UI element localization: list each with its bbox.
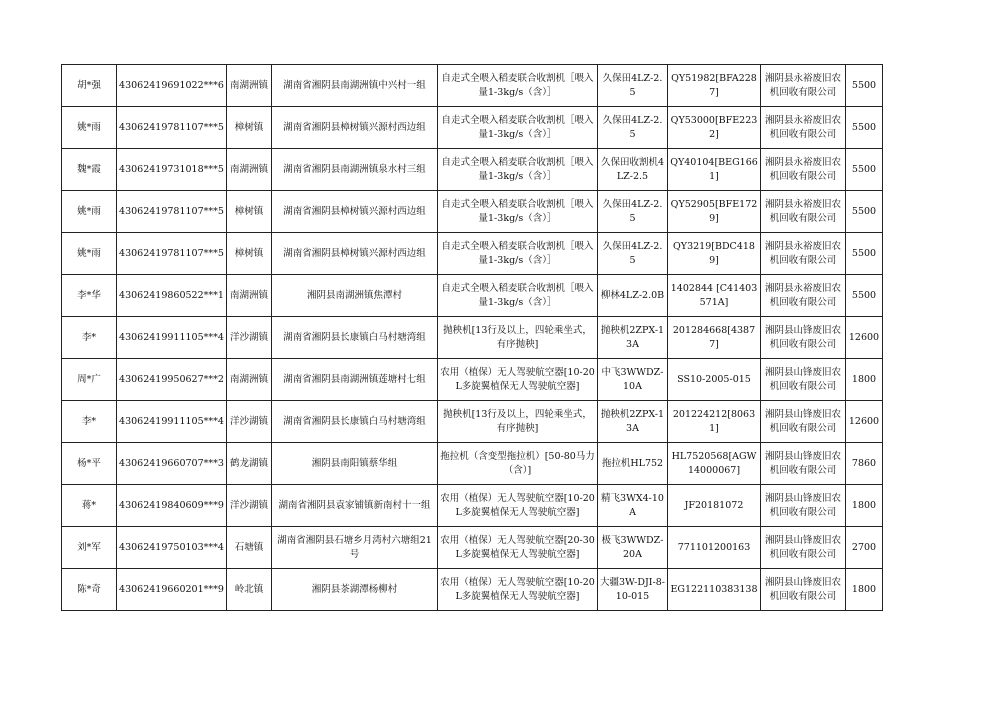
town-cell: 石塘镇 <box>227 527 272 569</box>
recycler-company-cell: 湘阴县山锋废旧农机回收有限公司 <box>761 527 846 569</box>
machine-type-cell: 抛秧机[13行及以上，四轮乘坐式，有序抛秧] <box>438 317 598 359</box>
model-cell: 久保田4LZ-2.5 <box>598 191 668 233</box>
recycler-company-cell: 湘阴县山锋废旧农机回收有限公司 <box>761 317 846 359</box>
town-cell: 南湖洲镇 <box>227 359 272 401</box>
id-number-cell: 43062419660707***3 <box>117 443 227 485</box>
name-cell: 李*华 <box>62 275 117 317</box>
model-cell: 拖拉机HL752 <box>598 443 668 485</box>
id-number-cell: 43062419781107***5 <box>117 191 227 233</box>
recycler-company-cell: 湘阴县永裕废旧农机回收有限公司 <box>761 191 846 233</box>
id-number-cell: 43062419750103***4 <box>117 527 227 569</box>
address-cell: 湖南省湘阴县樟树镇兴源村西边组 <box>272 191 438 233</box>
name-cell: 杨*平 <box>62 443 117 485</box>
recycler-company-cell: 湘阴县山锋废旧农机回收有限公司 <box>761 485 846 527</box>
serial-number-cell: HL7520568[AGW14000067] <box>668 443 761 485</box>
table-row <box>62 401 883 443</box>
name-cell: 周*广 <box>62 359 117 401</box>
recycler-company-cell: 湘阴县永裕废旧农机回收有限公司 <box>761 275 846 317</box>
machine-type-cell: 自走式全喂入稻麦联合收割机［喂入量1-3kg/s（含）］ <box>438 65 598 107</box>
table-body <box>62 65 883 611</box>
name-cell: 姚*雨 <box>62 191 117 233</box>
name-cell: 姚*雨 <box>62 107 117 149</box>
serial-number-cell: 201224212[80631] <box>668 401 761 443</box>
recycler-company-cell: 湘阴县永裕废旧农机回收有限公司 <box>761 233 846 275</box>
town-cell: 樟树镇 <box>227 233 272 275</box>
model-cell: 精飞3WX4-10A <box>598 485 668 527</box>
table-row <box>62 569 883 611</box>
machine-type-cell: 自走式全喂入稻麦联合收割机［喂入量1-3kg/s（含）］ <box>438 107 598 149</box>
table-row <box>62 149 883 191</box>
model-cell: 久保田4LZ-2.5 <box>598 107 668 149</box>
id-number-cell: 43062419911105***4 <box>117 317 227 359</box>
id-number-cell: 43062419860522***1 <box>117 275 227 317</box>
machine-type-cell: 农用（植保）无人驾驶航空器[10-20L多旋翼植保无人驾驶航空器] <box>438 359 598 401</box>
subsidy-amount-cell: 5500 <box>846 275 883 317</box>
machine-type-cell: 农用（植保）无人驾驶航空器[10-20L多旋翼植保无人驾驶航空器] <box>438 569 598 611</box>
subsidy-amount-cell: 5500 <box>846 233 883 275</box>
serial-number-cell: QY53000[BFE2232] <box>668 107 761 149</box>
machine-type-cell: 拖拉机（含变型拖拉机）[50-80马力（含）] <box>438 443 598 485</box>
name-cell: 李* <box>62 401 117 443</box>
recycler-company-cell: 湘阴县山锋废旧农机回收有限公司 <box>761 401 846 443</box>
address-cell: 湖南省湘阴县南湖洲镇泉水村三组 <box>272 149 438 191</box>
subsidy-amount-cell: 5500 <box>846 65 883 107</box>
model-cell: 久保田4LZ-2.5 <box>598 65 668 107</box>
name-cell: 李* <box>62 317 117 359</box>
name-cell: 姚*雨 <box>62 233 117 275</box>
id-number-cell: 43062419660201***9 <box>117 569 227 611</box>
table-row <box>62 485 883 527</box>
address-cell: 湘阴县茶湖潭杨柳村 <box>272 569 438 611</box>
town-cell: 樟树镇 <box>227 191 272 233</box>
address-cell: 湖南省湘阴县樟树镇兴源村西边组 <box>272 107 438 149</box>
table-row <box>62 65 883 107</box>
table-row <box>62 233 883 275</box>
machine-type-cell: 农用（植保）无人驾驶航空器[10-20L多旋翼植保无人驾驶航空器] <box>438 485 598 527</box>
model-cell: 中飞3WWDZ-10A <box>598 359 668 401</box>
model-cell: 极飞3WWDZ-20A <box>598 527 668 569</box>
model-cell: 抛秧机2ZPX-13A <box>598 401 668 443</box>
recycler-company-cell: 湘阴县永裕废旧农机回收有限公司 <box>761 107 846 149</box>
id-number-cell: 43062419950627***2 <box>117 359 227 401</box>
name-cell: 魏*霞 <box>62 149 117 191</box>
subsidy-amount-cell: 5500 <box>846 191 883 233</box>
address-cell: 湖南省湘阴县长康镇白马村塘湾组 <box>272 317 438 359</box>
serial-number-cell: JF20181072 <box>668 485 761 527</box>
town-cell: 鹤龙湖镇 <box>227 443 272 485</box>
recycler-company-cell: 湘阴县山锋废旧农机回收有限公司 <box>761 443 846 485</box>
serial-number-cell: EG122110383138 <box>668 569 761 611</box>
town-cell: 南湖洲镇 <box>227 275 272 317</box>
model-cell: 久保田4LZ-2.5 <box>598 233 668 275</box>
serial-number-cell: 771101200163 <box>668 527 761 569</box>
id-number-cell: 43062419911105***4 <box>117 401 227 443</box>
recycler-company-cell: 湘阴县永裕废旧农机回收有限公司 <box>761 149 846 191</box>
subsidy-amount-cell: 1800 <box>846 569 883 611</box>
address-cell: 湘阴县南湖洲镇焦潭村 <box>272 275 438 317</box>
table-row <box>62 359 883 401</box>
address-cell: 湖南省湘阴县袁家铺镇新南村十一组 <box>272 485 438 527</box>
id-number-cell: 43062419691022***6 <box>117 65 227 107</box>
machine-type-cell: 自走式全喂入稻麦联合收割机［喂入量1-3kg/s（含）］ <box>438 233 598 275</box>
table-row <box>62 443 883 485</box>
model-cell: 柳林4LZ-2.0B <box>598 275 668 317</box>
table-row <box>62 527 883 569</box>
recycler-company-cell: 湘阴县山锋废旧农机回收有限公司 <box>761 569 846 611</box>
table-row <box>62 191 883 233</box>
town-cell: 樟树镇 <box>227 107 272 149</box>
town-cell: 南湖洲镇 <box>227 149 272 191</box>
address-cell: 湖南省湘阴县长康镇白马村塘湾组 <box>272 401 438 443</box>
table-row <box>62 107 883 149</box>
serial-number-cell: QY3219[BDC4189] <box>668 233 761 275</box>
serial-number-cell: 201284668[43877] <box>668 317 761 359</box>
address-cell: 湖南省湘阴县樟树镇兴源村西边组 <box>272 233 438 275</box>
subsidy-amount-cell: 2700 <box>846 527 883 569</box>
id-number-cell: 43062419781107***5 <box>117 107 227 149</box>
name-cell: 刘*军 <box>62 527 117 569</box>
machine-type-cell: 自走式全喂入稻麦联合收割机［喂入量1-3kg/s（含）］ <box>438 149 598 191</box>
machine-type-cell: 自走式全喂入稻麦联合收割机［喂入量1-3kg/s（含）］ <box>438 191 598 233</box>
id-number-cell: 43062419731018***5 <box>117 149 227 191</box>
subsidy-amount-cell: 5500 <box>846 149 883 191</box>
serial-number-cell: QY51982[BFA2287] <box>668 65 761 107</box>
subsidy-amount-cell: 12600 <box>846 317 883 359</box>
id-number-cell: 43062419781107***5 <box>117 233 227 275</box>
address-cell: 湖南省湘阴县南湖洲镇中兴村一组 <box>272 65 438 107</box>
name-cell: 陈*奇 <box>62 569 117 611</box>
subsidy-amount-cell: 7860 <box>846 443 883 485</box>
serial-number-cell: QY52905[BFE1729] <box>668 191 761 233</box>
name-cell: 蒋* <box>62 485 117 527</box>
id-number-cell: 43062419840609***9 <box>117 485 227 527</box>
serial-number-cell: SS10-2005-015 <box>668 359 761 401</box>
recycler-company-cell: 湘阴县山锋废旧农机回收有限公司 <box>761 359 846 401</box>
recycler-company-cell: 湘阴县永裕废旧农机回收有限公司 <box>761 65 846 107</box>
machine-type-cell: 自走式全喂入稻麦联合收割机［喂入量1-3kg/s（含）］ <box>438 275 598 317</box>
subsidy-table <box>61 64 883 611</box>
town-cell: 洋沙湖镇 <box>227 401 272 443</box>
subsidy-amount-cell: 1800 <box>846 359 883 401</box>
subsidy-amount-cell: 12600 <box>846 401 883 443</box>
model-cell: 抛秧机2ZPX-13A <box>598 317 668 359</box>
table-row <box>62 275 883 317</box>
name-cell: 胡*强 <box>62 65 117 107</box>
machine-type-cell: 抛秧机[13行及以上，四轮乘坐式，有序抛秧] <box>438 401 598 443</box>
machine-type-cell: 农用（植保）无人驾驶航空器[20-30L多旋翼植保无人驾驶航空器] <box>438 527 598 569</box>
address-cell: 湖南省湘阴县南湖洲镇莲塘村七组 <box>272 359 438 401</box>
address-cell: 湖南省湘阴县石塘乡月湾村六塘组21号 <box>272 527 438 569</box>
subsidy-amount-cell: 5500 <box>846 107 883 149</box>
serial-number-cell: 1402844 [C41403571A] <box>668 275 761 317</box>
model-cell: 大疆3W-DJI-8-10-015 <box>598 569 668 611</box>
table-row <box>62 317 883 359</box>
town-cell: 洋沙湖镇 <box>227 317 272 359</box>
serial-number-cell: QY40104[BEG1661] <box>668 149 761 191</box>
town-cell: 岭北镇 <box>227 569 272 611</box>
address-cell: 湘阴县南阳镇蔡华组 <box>272 443 438 485</box>
town-cell: 南湖洲镇 <box>227 65 272 107</box>
model-cell: 久保田收割机4LZ-2.5 <box>598 149 668 191</box>
subsidy-amount-cell: 1800 <box>846 485 883 527</box>
town-cell: 洋沙湖镇 <box>227 485 272 527</box>
